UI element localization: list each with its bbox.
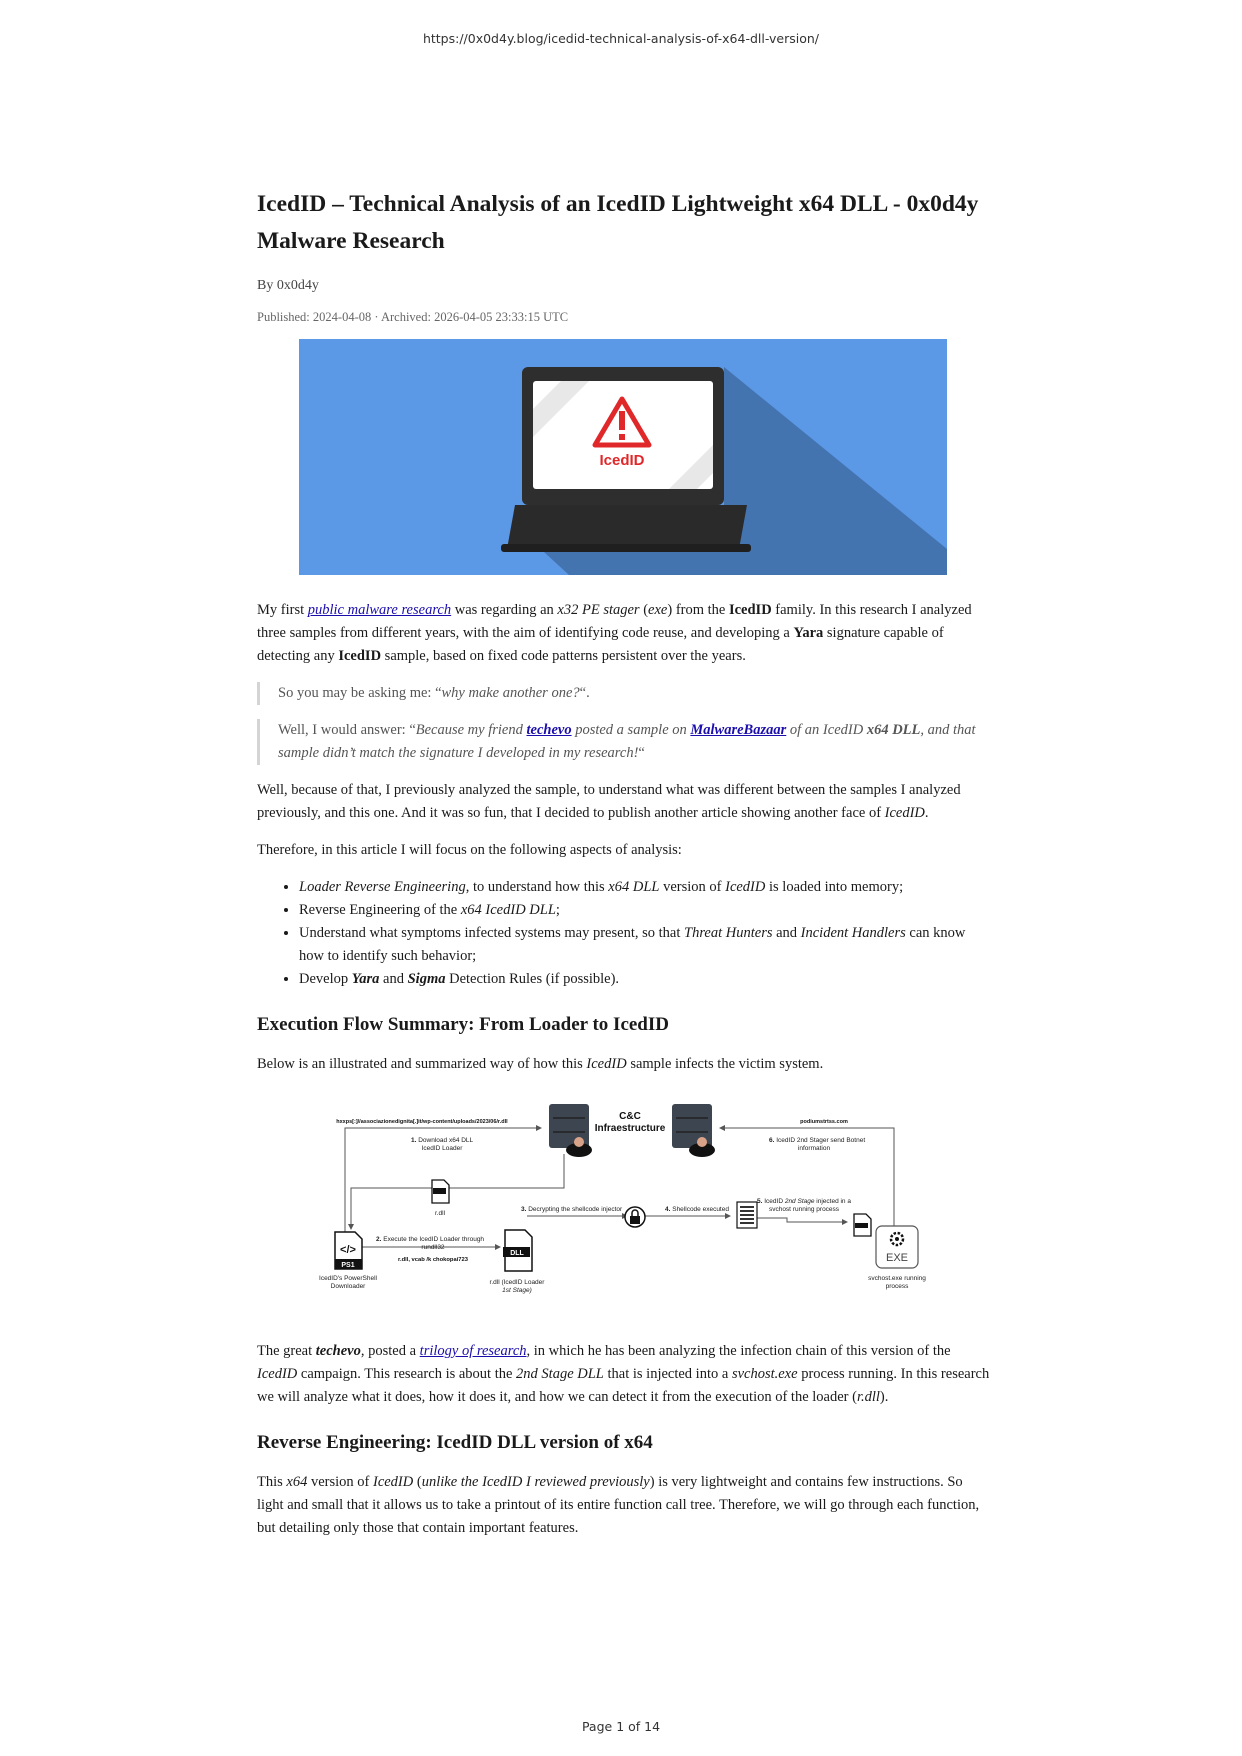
- list-item: • Loader Reverse Engineering, to understand how this x64 DLL version of IcedID is loaded into memory;: [299, 876, 990, 899]
- malwarebazaar-link[interactable]: MalwareBazaar: [690, 722, 787, 738]
- dll-file-icon: [432, 1180, 449, 1203]
- loader-label-b: 1st Stage): [502, 1287, 532, 1294]
- hero-label: IcedID: [599, 452, 645, 469]
- laptop-warning-illustration: [299, 339, 947, 575]
- cc-subtitle: Infraestructure: [594, 1123, 666, 1134]
- download-url: hxxps[:]//associazionedignita[.]it/wp-content/uploads/2023/06/r.dll: [336, 1119, 508, 1125]
- execution-flow-diagram: [257, 1098, 990, 1326]
- quote-why-another: So you may be asking me: “why make another one?“.: [257, 682, 990, 705]
- techevo-link[interactable]: techevo: [526, 722, 572, 738]
- dll-tag: DLL: [510, 1250, 524, 1257]
- trilogy-of-research-link[interactable]: trilogy of research: [419, 1343, 527, 1359]
- server-icon: [549, 1104, 592, 1157]
- ps1-tag: PS1: [341, 1262, 355, 1269]
- ps-label-b: Downloader: [330, 1283, 366, 1290]
- loader-label-a: r.dll (IcedID Loader: [489, 1279, 545, 1286]
- paragraph-below: Below is an illustrated and summarized way of how this IcedID sample infects the victim system.: [257, 1056, 824, 1072]
- list-item: • Understand what symptoms infected systems may present, so that Threat Hunters and Incident Handlers can know how to identify such behavior;: [299, 922, 990, 968]
- shellcode-document-icon: [737, 1202, 757, 1228]
- server-icon: [672, 1104, 715, 1157]
- paragraph-aspects: Therefore, in this article I will focus on the following aspects of analysis:: [257, 842, 682, 858]
- byline: By 0x0d4y: [257, 278, 319, 293]
- quote-answer: Well, I would answer: “Because my friend techevo posted a sample on MalwareBazaar of an IcedID x64 DLL, and that sample didn’t match the signature I developed in my research!“: [257, 719, 990, 765]
- step5-label: 5. IcedID 2nd Stage injected in a: [757, 1198, 851, 1205]
- aspects-list: [257, 876, 990, 991]
- svchost-label-a: svchost.exe running: [868, 1275, 926, 1282]
- hero-image: [299, 339, 947, 575]
- rdll-label: r.dll: [434, 1210, 446, 1217]
- section-heading-execution-flow: Execution Flow Summary: From Loader to IcedID: [257, 1014, 669, 1035]
- ps-label-a: IcedID's PowerShell: [319, 1275, 377, 1282]
- step3-label: 3. Decrypting the shellcode injector: [521, 1206, 623, 1213]
- cc-title: C&C: [619, 1111, 641, 1122]
- step5-sublabel: svchost running process: [768, 1206, 840, 1213]
- step6-sublabel: information: [797, 1145, 831, 1152]
- exe-label: EXE: [885, 1252, 909, 1264]
- step4-label: 4. Shellcode executed: [665, 1206, 729, 1213]
- c2-domain: podiumstrtss.com: [800, 1119, 848, 1125]
- page-url: https://0x0d4y.blog/icedid-technical-analysis-of-x64-dll-version/: [422, 31, 820, 46]
- step2-sublabel: rundll32: [421, 1244, 445, 1251]
- public-malware-research-link[interactable]: public malware research: [307, 602, 452, 618]
- page-number: Page 1 of 14: [581, 1719, 661, 1734]
- svg-text:</>: </>: [340, 1244, 356, 1256]
- publish-meta: Published: 2024-04-08 · Archived: 2026-04-05 23:33:15 UTC: [257, 310, 569, 324]
- paragraph-because: Well, because of that, I previously analyzed the sample, to understand what was different between the samples I analyzed previously, and this one. And it was so fun, that I decided to publish another article showing another face of IcedID.: [257, 782, 961, 821]
- svchost-label-b: process: [885, 1283, 909, 1290]
- list-item: • Develop Yara and Sigma Detection Rules (if possible).: [299, 968, 990, 991]
- intro-paragraph: My first public malware research was regarding an x32 PE stager (exe) from the IcedID family. In this research I analyzed three samples from different years, with the aim of identifying code reuse, and developing a Yara signature capable of detecting any IcedID sample, based on fixed code patterns persistent over the years.: [257, 602, 972, 664]
- article-title: IcedID – Technical Analysis of an IcedID Lightweight x64 DLL - 0x0d4y Malware Research: [257, 191, 979, 254]
- step1-sublabel: IcedID Loader: [421, 1145, 463, 1152]
- section-heading-reverse-engineering: Reverse Engineering: IcedID DLL version of x64: [257, 1432, 653, 1453]
- step6-label: 6. IcedID 2nd Stager send Botnet: [769, 1137, 866, 1144]
- step1-label: 1. Download x64 DLL: [411, 1137, 474, 1144]
- paragraph-x64-version: This x64 version of IcedID (unlike the IcedID I reviewed previously) is very lightweight and contains few instructions. So light and small that it allows us to take a printout of its entire function call tree. Therefore, we will go through each function, but detailing only those that contain important features.: [257, 1474, 980, 1536]
- step2-label: 2. Execute the IcedID Loader through: [376, 1236, 485, 1243]
- list-item: • Reverse Engineering of the x64 IcedID DLL;: [299, 899, 990, 922]
- injected-dll-icon: [854, 1214, 871, 1236]
- step2-command: r.dll, vcab /k chokopai723: [398, 1257, 468, 1263]
- article: [257, 186, 990, 1540]
- lock-icon: [625, 1207, 645, 1227]
- paragraph-techevo: The great techevo, posted a trilogy of research, in which he has been analyzing the infection chain of this version of the IcedID campaign. This research is about the 2nd Stage DLL that is injected into a svchost.exe process running. In this research we will analyze what it does, how it does it, and how we can detect it from the execution of the loader (r.dll).: [257, 1343, 990, 1405]
